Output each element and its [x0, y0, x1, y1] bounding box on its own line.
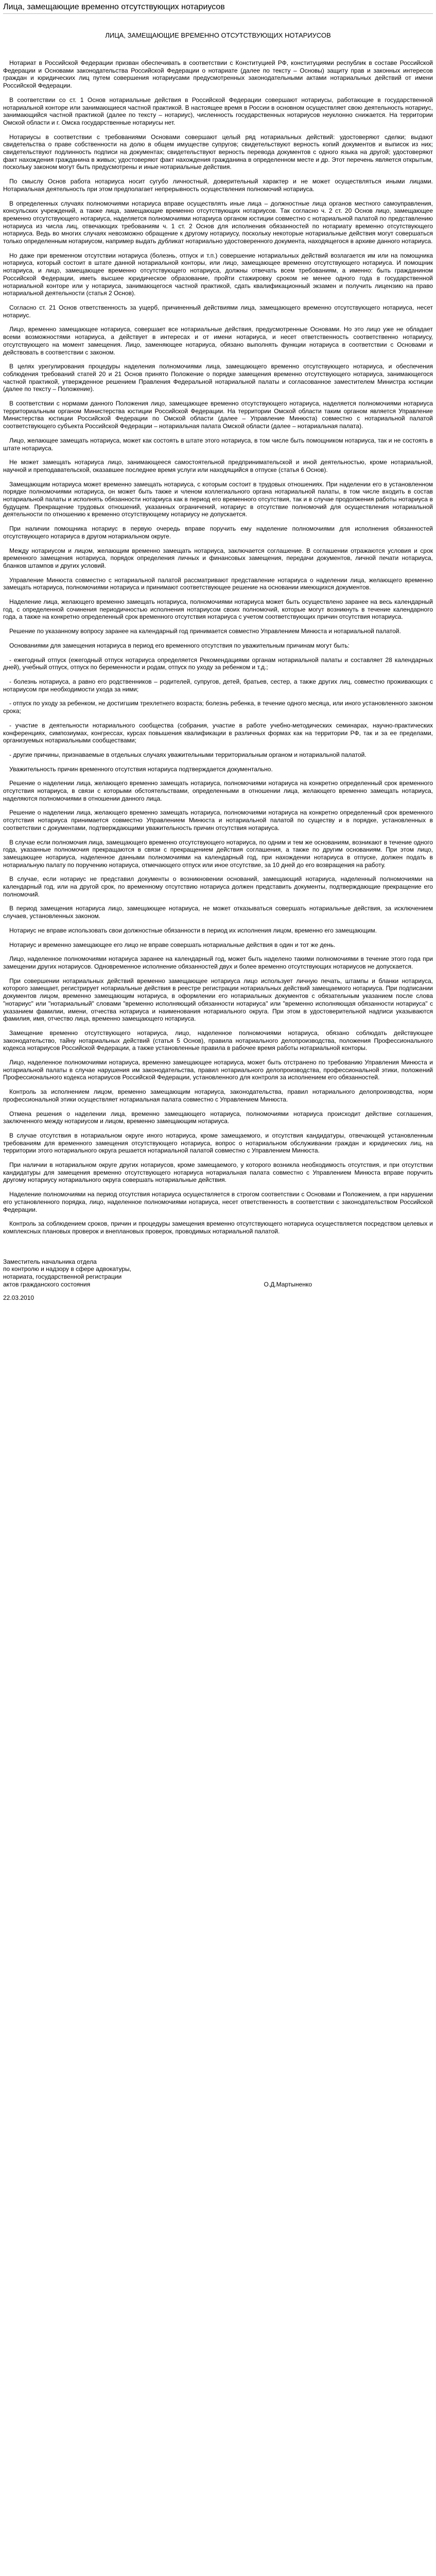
body-paragraph: Лицо, желающее замещать нотариуса, может как состоять в штате этого нотариуса, в том числе быть помощником нотариуса, так и не состоять в штате нотариуса. [3, 436, 433, 452]
page-title: Лица, замещающие временно отсутствующих нотариусов [3, 3, 225, 11]
body-paragraph: В соответствии со ст. 1 Основ нотариальные действия в Российской Федерации совершают нотариусы, работающие в государственной нотариальной конторе или занимающиеся частной практикой. В настоящее время в России в основном осуществляет свою деятельность нотариус, занимающийся частной практикой (далее по тексту – нотариус), численность государственных нотариусов неуклонно снижается. На территории Омской области и г. Омска государственные нотариусы нет. [3, 96, 433, 126]
body-paragraph: Решение о наделении лица, желающего временно замещать нотариуса, полномочиями нотариуса на конкретно определенный срок временного отсутствия нотариуса принимается совместно Управлением Минюста и нотариальной палатой по существу и в порядке, установленных в соответствии с документами, подтверждающими уважительность причин отсутствия нотариуса. [3, 809, 433, 832]
body-paragraph: Основаниями для замещения нотариуса в период его временного отсутствия по уважительным причинам могут быть: [9, 641, 350, 649]
signature-block [3, 1258, 433, 1289]
signature-position-line: нотариата, государственной регистрации [3, 1273, 122, 1281]
body-paragraph: Нотариус не вправе использовать свои должностные обязанности в период их исполнения лицом, временно его замещающим. [9, 926, 377, 934]
body-paragraph: - другие причины, признаваемые в отдельных случаях уважительными территориальным органом и нотариальной палатой. [9, 751, 367, 758]
body-paragraph: - ежегодный отпуск (ежегодный отпуск нотариуса определяется Рекомендациями органам нотариальной палаты и составляет 28 календарных дней), учебный отпуск, отпуск по беременности и родам, отпуск по уходу за ребенком и т.д.; [3, 656, 433, 671]
body-paragraph: - болезнь нотариуса, а равно его родственников – родителей, супругов, детей, братьев, сестер, а также других лиц, совместно проживающих с нотариусом при необходимости ухода за ними; [3, 678, 433, 693]
body-paragraph: - участие в деятельности нотариального сообщества (собрания, участие в работе учебно-методических семинарах, научно-практических конференциях, симпозиумах, конгрессах, курсах повышения квалификации в различных формах как на территории РФ, так и за ее пределами, организуемых нотариальными сообществами; [3, 721, 433, 744]
signature-last-line [3, 1281, 312, 1289]
body-paragraph: При наличии помощника нотариус в первую очередь вправе поручить ему наделение полномочиями для исполнения обязанностей отсутствующего нотариуса в другом нотариальном округе. [3, 525, 433, 540]
body-paragraph: В случае отсутствия в нотариальном округе иного нотариуса, кроме замещаемого, и отсутствия кандидатуры, отвечающей установленным требованиям для временного замещения отсутствующего нотариуса, вопрос о нотариальном обслуживании граждан и юридических лиц, на территории этого нотариального округа решается нотариальной палатой совместно с Управлением Минюста. [3, 1131, 433, 1155]
body-paragraph: При совершении нотариальных действий временно замещающее нотариуса лицо использует личную печать, штампы и бланки нотариуса, которого замещает, регистрирует нотариальные действия в реестре регистрации нотариальных действий замещаемого нотариуса. При подписании документов лицом, временно замещающим нотариуса, в оформлении его нотариальных документов с обязательным указанием после слова "нотариус" или "нотариальный" словами "временно исполняющий обязанности нотариуса" или "временно исполняющая обязанности нотариуса" с указанием фамилии, имени, отчества нотариуса и наименования нотариального округа. При этом в удостоверительной надписи указываются фамилия, имя, отчество лица, временно замещающего нотариуса. [3, 977, 433, 1023]
document-body [3, 59, 433, 1235]
body-paragraph: Лицо, наделенное полномочиями нотариуса заранее на календарный год, может быть наделено такими полномочиями в течение этого года при замещении других нотариусов. Одновременное исполнение обязанностей двух и более временно отсутствующих нотариусов не допускается. [3, 955, 433, 970]
body-paragraph: Решение о наделении лица, желающего временно замещать нотариуса, полномочиями нотариуса на конкретно определенный срок временного отсутствия нотариуса, в связи с которыми обстоятельствами, определенными в отношении лица, желающего временно замещать нотариуса, наделяются полномочиями в отношении данного лица. [3, 779, 433, 802]
body-paragraph: В соответствии с нормами данного Положения лицо, замещающее временно отсутствующего нотариуса, наделяется полномочиями нотариуса территориальным органом Министерства юстиции Российской Федерации. На территории Омской области таким органом является Управление Министерства юстиции Российской Федерации по Омской области (далее – Управление Минюста) совместно с нотариальной палатой соответствующего субъекта Российской Федерации – нотариальная палата Омской области (далее – нотариальная палата). [3, 400, 433, 430]
body-paragraph: Управление Минюста совместно с нотариальной палатой рассматривают представление нотариуса о наделении лица, желающего временно замещать нотариуса, полномочиями нотариуса и принимают соответствующее решение на основании имеющихся документов. [3, 576, 433, 591]
body-paragraph: Отмена решения о наделении лица, временно замещающего нотариуса, полномочиями нотариуса происходит действие соглашения, заключенного между нотариусом и лицом, временно замещающим нотариуса. [3, 1110, 433, 1125]
body-paragraph: Нотариусы в соответствии с требованиями Основами совершают целый ряд нотариальных действий: удостоверяют сделки; выдают свидетельства о праве собственности на долю в общем имуществе супругов; свидетельствуют верность копий документов и выписок из них; свидетельствуют подлинность подписи на документах; свидетельствуют верность перевода документов с одного языка на другой; удостоверяют факт нахождения гражданина в живых; удостоверяют факт нахождения гражданина в определенном месте и др. Этот перечень является открытым, поскольку законом могут быть предусмотрены и иные нотариальные действия. [3, 133, 433, 171]
body-paragraph: Между нотариусом и лицом, желающим временно замещать нотариуса, заключается соглашение. В соглашении отражаются условия и срок временного замещения нотариуса, порядок определения личных и финансовых замещения, передачи документов, личной печати нотариуса, бланков штампов и других условий. [3, 547, 433, 569]
body-paragraph: Лицо, наделенное полномочиями нотариуса, временно замещающее нотариуса, может быть отстранено по требованию Управления Минюста и нотариальной палаты в случае нарушения им законодательства, правил нотариального делопроизводства, профессиональной этики, положений Профессионального кодекса нотариусов Российской Федерации, установленного для контроля за исполнением его обязанностей. [3, 1059, 433, 1081]
body-paragraph: Уважительность причин временного отсутствия нотариуса подтверждается документально. [9, 765, 273, 773]
body-paragraph: Контроль за соблюдением сроков, причин и процедуры замещения временно отсутствующего нотариуса осуществляется посредством целевых и комплексных плановых проверок и внеплановых проверок, проводимых нотариальной палатой. [3, 1220, 433, 1235]
body-paragraph: При наличии в нотариальном округе других нотариусов, кроме замещаемого, у которого возникла необходимость отсутствия, и при отсутствии кандидатуры для замещения временно отсутствующего нотариуса нотариальная палата совместно с Управлением Минюста вправе поручить другому нотариусу нотариального округа совершать нотариальные действия. [3, 1161, 433, 1184]
signatory-name: О.Д.Мартыненко [264, 1280, 312, 1288]
body-paragraph: Контроль за исполнением лицом, временно замещающим нотариуса, законодательства, правил нотариального делопроизводства, норм профессиональной этики осуществляет нотариальная палата совместно с Управлением Минюста. [3, 1088, 433, 1103]
body-paragraph: Замещающим нотариуса может временно замещать нотариуса, с которым состоит в трудовых отношениях. При наделении его в установленном порядке полномочиями нотариуса, он может быть также и членом коллегиального органа нотариальной палаты, в том числе входить в состав нотариальной палаты и исполнять обязанности нотариуса как в период его временного отсутствия, так и в случае продолжения работы нотариуса в будущем. Прекращение трудовых отношений, указанных ограничений, нотариус в отсутствие полномочий для осуществления нотариальной деятельности по отношению к временно отсутствующему нотариусу не допускается. [3, 480, 433, 518]
signature-position-line: Заместитель начальника отдела [3, 1258, 97, 1265]
body-paragraph: Согласно ст. 21 Основ ответственность за ущерб, причиненный действиями лица, замещающего временно отсутствующего нотариуса, несет нотариус. [3, 303, 433, 319]
body-paragraph: В случае если полномочия лица, замещающего временно отсутствующего нотариуса, по одним и тем же основаниям, возникают в течение одного года, указанные полномочия прекращаются в связи с прекращением действия соглашения, а также по другим основаниям. При этом лицо, замещающее нотариуса, наделенное данными полномочиями на календарный год, при нахождении нотариуса в отпуске, должен подать в нотариальную палату по поручению нотариуса, отмечающего отпуск или иное отсутствие, за 10 дней до его возвращения на работу. [3, 838, 433, 869]
signature-position-line: по контролю и надзору в сфере адвокатуры, [3, 1265, 131, 1273]
body-paragraph: В целях урегулирования процедуры наделения полномочиями лица, замещающего временно отсутствующего нотариуса, и обеспечения соблюдения требований статей 20 и 21 Основ принято Положение о порядке замещения временно отсутствующего нотариуса, занимающегося частной практикой, утвержденное решением Правления Федеральной нотариальной палаты и согласованное заместителем Министра юстиции (далее по тексту – Положение). [3, 363, 433, 393]
body-paragraph: - отпуск по уходу за ребенком, не достигшим трехлетнего возраста; болезнь ребенка, в течение одного месяца, или иного установленного законом срока; [3, 700, 433, 715]
body-paragraph: Нотариус и временно замещающее его лицо не вправе совершать нотариальные действия в один и тот же день. [9, 941, 336, 948]
document-date: 22.03.2010 [3, 1294, 34, 1302]
title-divider [3, 13, 433, 14]
body-paragraph: В определенных случаях полномочиями нотариуса вправе осуществлять иные лица – должностные лица органов местного самоуправления, консульских учреждений, а также лица, замещающие временно отсутствующих нотариусов. Так согласно ч. 2 ст. 20 Основ лицо, замещающее временно отсутствующего нотариуса, наделяется полномочиями нотариуса органом юстиции совместно с нотариальной палатой по представлению нотариуса из числа лиц, отвечающих требованиям ч. 1 ст. 2 Основ для исполнения обязанностей по нотариату временно отсутствующего нотариуса. Ведь во многих случаях невозможно обращение к другому нотариусу, поскольку некоторые нотариальные действия могут совершаться только определенным нотариусом, например выдать дубликат нотариально удостоверенного документа, находящегося в архиве данного нотариуса. [3, 199, 433, 245]
body-paragraph: Не может замещать нотариуса лицо, занимающееся самостоятельной предпринимательской и иной деятельностью, кроме нотариальной, научной и преподавательской, оказавшее последнее время услуги или находящийся в отпуске (статья 6 Основ). [3, 459, 433, 473]
body-paragraph: В период замещения нотариуса лицо, замещающее нотариуса, не может отказываться совершать нотариальные действия, за исключением случаев, установленных законом. [3, 905, 433, 920]
body-paragraph: Нотариат в Российской Федерации призван обеспечивать в соответствии с Конституцией РФ, конституциями республик в составе Российской Федерации и Основами законодательства Российской Федерации о нотариате (далее по тексту – Основы) защиту прав и законных интересов граждан и юридических лиц путем совершения нотариусами предусмотренных законодательными актами нотариальных действий от имени Российской Федерации. [3, 59, 433, 90]
body-paragraph: В случае, если нотариус не представил документы о возникновении оснований, замещающий нотариуса, наделенный полномочиями на календарный год, или на другой срок, по временному отсутствию нотариуса должен представить документы, подтверждающие прекращение его полномочий. [3, 875, 433, 898]
body-paragraph: По смыслу Основ работа нотариуса носит сугубо личностный, доверительный характер и не может осуществляться иными лицами. Нотариальная деятельность при этом предполагает непрерывность осуществления полномочий нотариуса. [3, 178, 433, 193]
body-paragraph: Наделение полномочиями на период отсутствия нотариуса осуществляется в строгом соответствии с Основами и Положением, а при нарушении его установленного порядка, лицо, наделенное полномочиями нотариуса, несет ответственность в соответствии с законодательством Российской Федерации. [3, 1191, 433, 1213]
signature-position-line: актов гражданского состояния [3, 1280, 91, 1288]
body-paragraph: Но даже при временном отсутствии нотариуса (болезнь, отпуск и т.п.) совершение нотариальных действий возлагается им или на помощника нотариуса, который состоит в штате данной нотариальной конторы, или лицо, замещающее временно отсутствующего нотариуса. И помощник нотариуса, и лицо, замещающее временно отсутствующего нотариуса, должны отвечать всем требованиям, а именно: быть гражданином Российской Федерации, иметь высшее юридическое образование, пройти стажировку сроком не менее одного года в государственной нотариальной конторе или у нотариуса, занимающегося частной практикой, сдать квалификационный экзамен и получить лицензию на право нотариальной деятельности (статья 2 Основ). [3, 251, 433, 297]
body-paragraph: Лицо, временно замещающее нотариуса, совершает все нотариальные действия, предусмотренные Основами. Но это лицо уже не обладает всеми возможностями нотариуса, а действует в интересах и от имени нотариуса, и несет ответственность соответственно нотариусу, отсутствующего на момент замещения. Лицо, заменяющее нотариуса, обязано выполнять функции нотариуса в соответствии с Основами и действовать в соответствии с законом. [3, 326, 433, 356]
body-paragraph: Решение по указанному вопросу заранее на календарный год принимается совместно Управлением Минюста и нотариальной палатой. [9, 628, 401, 635]
document-heading: ЛИЦА, ЗАМЕЩАЮЩИЕ ВРЕМЕННО ОТСУТСТВУЮЩИХ НОТАРИУСОВ [105, 31, 331, 39]
body-paragraph: Наделение лица, желающего временно замещать нотариуса, полномочиями нотариуса может быть осуществлено заранее на весь календарный год, с определенной сочинения периодичностью исполнения нотариусом своих полномочий, которые могут возникнуть в течение календарного года, а также на конкретно определенный срок временного отсутствия нотариуса с учетом соответствующих причин отсутствия нотариуса. [3, 598, 433, 621]
body-paragraph: Замещение временно отсутствующего нотариуса, лицо, наделенное полномочиями нотариуса, обязано соблюдать действующее законодательство, тайну нотариальных действий (статья 5 Основ), правила нотариального делопроизводства, положения Профессионального кодекса нотариусов Российской Федерации, а также установленные правила в рабочее время работы нотариальной конторы. [3, 1029, 433, 1052]
